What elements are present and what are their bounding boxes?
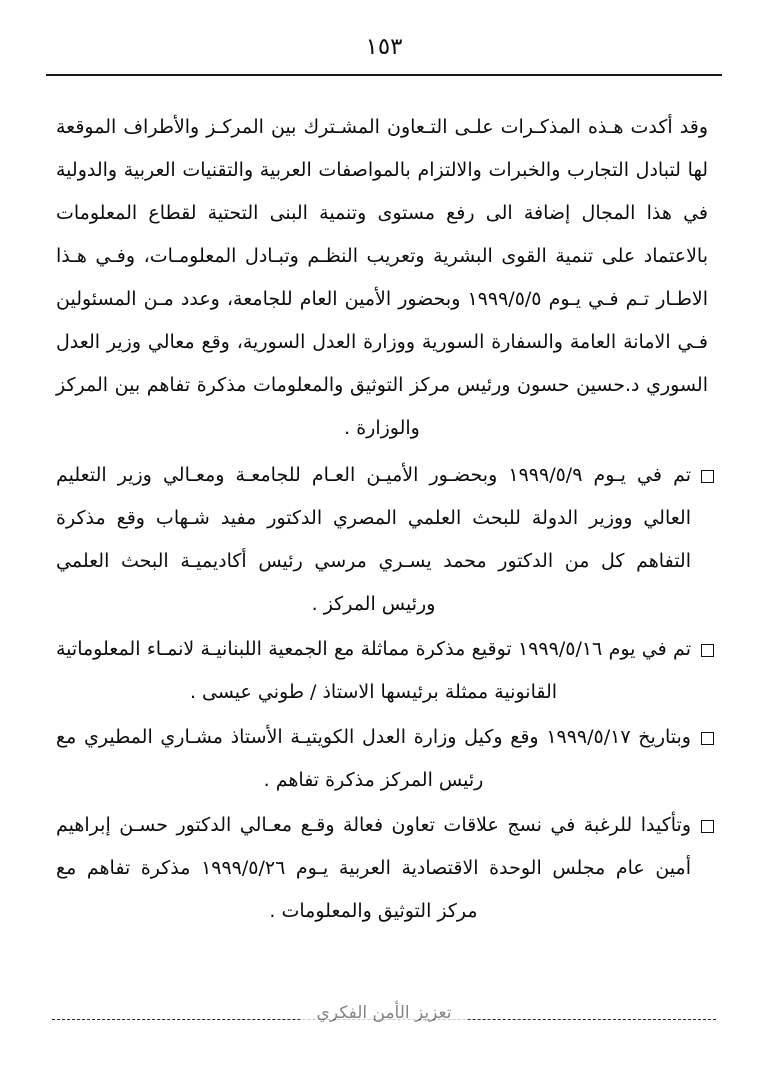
header-divider <box>46 74 722 76</box>
square-bullet-icon <box>701 644 714 657</box>
list-item-text: تم في يـوم ١٩٩٩/٥/٩ وبحضـور الأميـن العـام للجامعـة ومعـالي وزير التعليم العالي ووزير الدولة للبحث العلمي المصري الدكتور مفيد شـهاب وقع مذكرة التفاهم كل من الدكتور محمد يسـري مرسي رئيس أكاديميـة البحث العلمي ورئيس المركز . <box>56 464 692 615</box>
paragraph-intro: وقد أكدت هـذه المذكـرات علـى التـعاون المشـترك بين المركـز والأطراف الموقعة لها لتبادل التجارب والخبرات والالتزام بالمواصفات العربية والتقنيات العربية والدولية في هذا المجال إضافة الى رفع مستوى وتنمية البنى التحتية لقطاع المعلومات بالاعتماد على تنمية القوى البشرية وتعريب النظـم وتبـادل المعلومـات، وفـي هـذا الاطـار تـم فـي يـوم ١٩٩٩/٥/٥ وبحضور الأمين العام للجامعة، وعدد مـن المسئولين فـي الامانة العامة والسفارة السورية ووزارة العدل السورية، وقع معالي وزير العدل السوري د.حسين حسون ورئيس مركز التوثيق والمعلومات مذكرة تفاهم بين المركز والوزارة . <box>56 116 708 439</box>
list-item <box>52 716 716 802</box>
page-number: ١٥٣ <box>365 34 403 60</box>
square-bullet-icon <box>701 732 714 745</box>
list-item-text: وبتاريخ ١٩٩٩/٥/١٧ وقع وكيل وزارة العدل الكويتيـة الأستاذ مشـاري المطيري مع رئيس المركز مذكرة تفاهم . <box>56 726 691 791</box>
square-bullet-icon <box>701 820 714 833</box>
page-footer <box>52 1003 716 1043</box>
list-item-text: تم في يوم ١٩٩٩/٥/١٦ توقيع مذكرة مماثلة مع الجمعية اللبنانيـة لانمـاء المعلوماتية القانونية ممثلة برئيسها الاستاذ / طوني عيسى . <box>56 638 691 703</box>
square-bullet-icon <box>701 470 714 483</box>
list-item <box>52 454 716 626</box>
page-body <box>52 106 716 933</box>
list-item <box>52 628 716 714</box>
list-item <box>52 804 716 933</box>
list-item-text: وتأكيدا للرغبة في نسج علاقات تعاون فعالة وقـع معـالي الدكتور حسـن إبراهيم أمين عام مجلس الوحدة الاقتصادية العربية يـوم ١٩٩٩/٥/٢٦ مذكرة تفاهم مع مركز التوثيق والمعلومات . <box>56 814 691 922</box>
footer-watermark: تعزيز الأمن الفكري <box>303 1003 466 1023</box>
